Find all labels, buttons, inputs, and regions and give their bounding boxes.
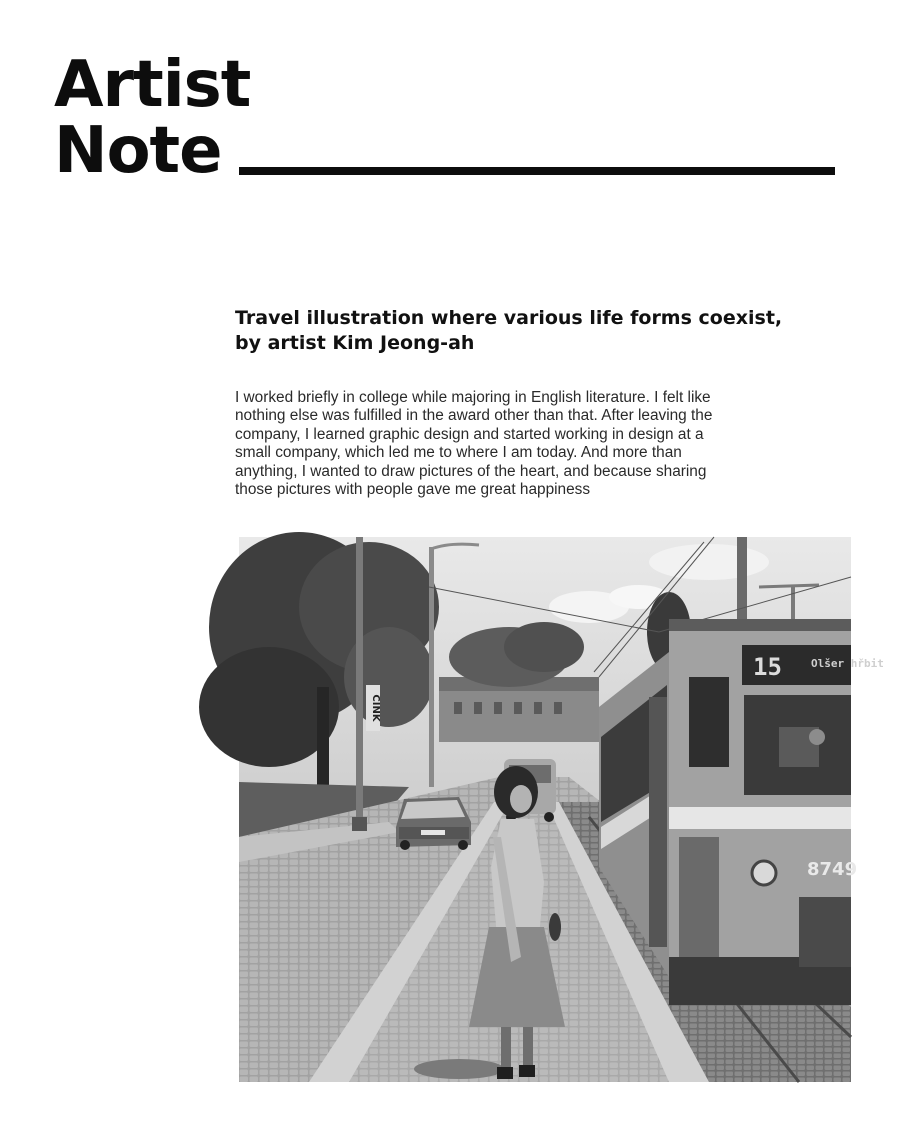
street-lamp <box>429 547 434 787</box>
cloud <box>649 544 769 580</box>
heading-rule <box>239 167 835 175</box>
tram-route-number: 15 <box>753 653 782 681</box>
catenary-pole <box>737 537 747 627</box>
article-title-line: by artist Kim Jeong-ah <box>235 332 475 354</box>
page-heading <box>54 48 251 188</box>
body-line: nothing else was fulfilled in the award other than that. After leaving the <box>235 407 713 425</box>
street-photo-illustration <box>239 537 884 1082</box>
car <box>396 797 471 850</box>
heading-line-artist: Artist <box>54 48 251 122</box>
article-title-line: Travel illustration where various life forms coexist, <box>235 307 783 329</box>
tram-destination: Olšer hřbit <box>811 657 884 670</box>
manhole-cover <box>414 1059 504 1079</box>
street-photo <box>239 537 884 1082</box>
body-line: I worked briefly in college while majoring in English literature. I felt like <box>235 389 711 406</box>
article-body <box>235 389 795 499</box>
body-line: company, I learned graphic design and started working in design at a <box>235 425 704 443</box>
body-line: anything, I wanted to draw pictures of the heart, and because sharing <box>235 462 707 480</box>
distant-building <box>439 687 599 742</box>
pole-sign-text: CINK <box>370 694 381 722</box>
body-line: small company, which led me to where I am today. And more than <box>235 444 682 462</box>
heading-line-note: Note <box>54 114 222 188</box>
tram-headlight <box>752 861 776 885</box>
street-pole <box>356 537 363 827</box>
tram-door <box>679 837 719 957</box>
article-title <box>235 306 795 356</box>
body-line: those pictures with people gave me great happiness <box>235 481 591 499</box>
tram-fleet-number: 8749 <box>807 859 858 880</box>
